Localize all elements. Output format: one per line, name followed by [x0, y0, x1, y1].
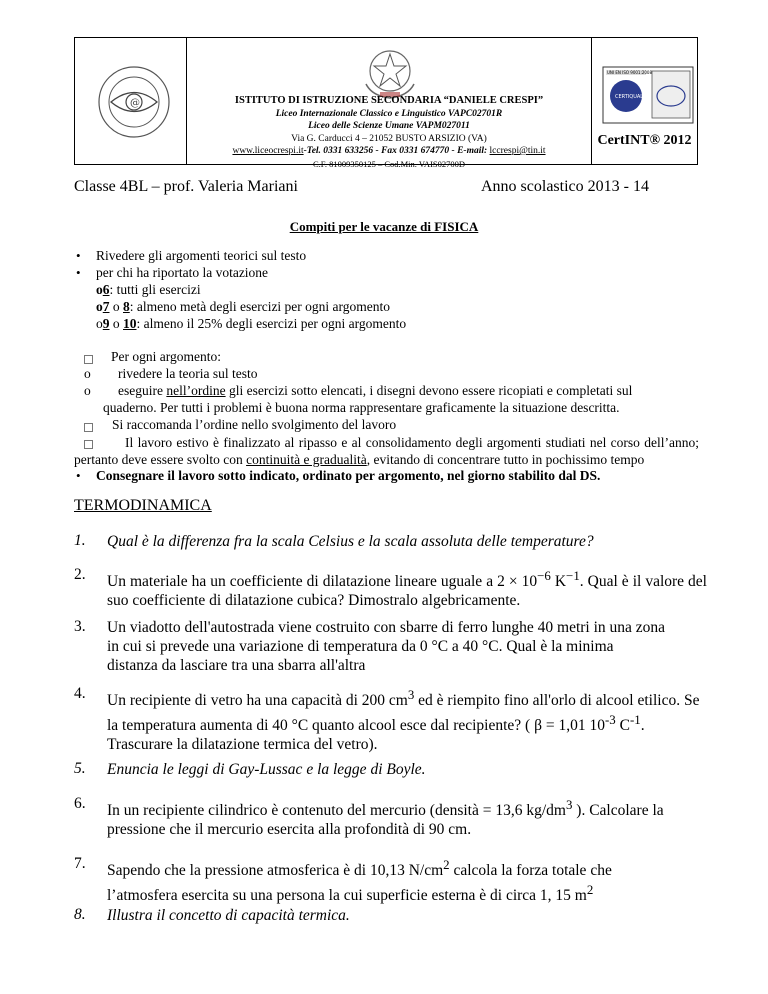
website-link[interactable]: www.liceocrespi.it — [232, 146, 304, 156]
cert-cell — [592, 38, 697, 164]
instruction-ordine: Si raccomanda l’ordine nello svolgimento del lavoro — [112, 417, 397, 432]
question-number: 6. — [74, 795, 86, 812]
school-year: Anno scolastico 2013 - 14 — [481, 178, 649, 195]
question-text: Un materiale ha un coefficiente di dilatazione lineare uguale a $2 \times 10^{-6}$ $K^{-1}$. Qual è il valore del suo coefficiente di dilatazione cubica? Dimostralo algebricamente. — [107, 568, 707, 610]
question-text: Enuncia le leggi di Gay-Lussac e la legge di Boyle. — [107, 761, 426, 778]
contacts-line: www.liceocrespi.it-Tel. 0331 633256 - Fax 0331 674770 - E-mail: lccrespi@tin.it — [232, 146, 546, 156]
svg-text:CERTIQUALITY: CERTIQUALITY — [615, 94, 651, 100]
email-link[interactable]: lccrespi@tin.it — [489, 146, 546, 156]
logo-cell — [75, 38, 187, 164]
instruction-consegnare: Consegnare il lavoro sotto indicato, ordinato per argomento, nel giorno stabilito dal DS. — [96, 468, 601, 483]
instruction-rivedere-teoria: rivedere la teoria sul testo — [118, 366, 258, 381]
question-text: In un recipiente cilindrico è contenuto del mercurio (densità = 13,6 $kg/dm^3$ ). Calcolare la pressione che il mercurio esercita alla profondità di 90 cm. — [107, 797, 664, 839]
instruction-per-argomento: Per ogni argomento: — [111, 349, 221, 364]
institute-name: ISTITUTO DI ISTRUZIONE SECONDARIA “DANIELE CRESPI” — [234, 95, 544, 106]
svg-text:UNI EN ISO 9001:2008: UNI EN ISO 9001:2008 — [607, 70, 653, 75]
instruction-lavoro-estivo: Il lavoro estivo è finalizzato al ripasso e al consolidamento degli argomenti studiati nel corso dell’anno; pertanto deve essere svolto con continuità e gradualità, evitando di concentrare tutto in pochissimo tempo — [74, 435, 699, 467]
cert-label: CertINT® 2012 — [597, 133, 692, 148]
question-number: 8. — [74, 906, 86, 923]
bullet-rivedere: Rivedere gli argomenti teorici sul testo — [96, 248, 307, 263]
liceo-classico-line: Liceo Internazionale Classico e Linguistico VAPC02701R — [275, 109, 503, 119]
question-number: 1. — [74, 532, 86, 549]
svg-text:@: @ — [130, 98, 140, 109]
marker-o: o — [84, 383, 91, 398]
bullet-dot: • — [76, 248, 81, 263]
question-number: 5. — [74, 760, 86, 777]
question-number: 3. — [74, 618, 86, 635]
liceo-scienze-line: Liceo delle Scienze Umane VAPM027011 — [308, 121, 470, 131]
sub-item-7-8: o7 o 8: almeno metà degli esercizi per ogni argomento — [96, 299, 391, 314]
certification-badges — [602, 66, 694, 124]
sub-item-6: o6: tutti gli esercizi — [96, 282, 201, 297]
address-line: Via G. Carducci 4 – 21052 BUSTO ARSIZIO (VA) — [291, 134, 487, 144]
marker-o: o — [84, 366, 91, 381]
question-number: 2. — [74, 566, 86, 583]
sub-item-9-10: o9 o 10: almeno il 25% degli esercizi per ogni argomento — [96, 316, 407, 331]
question-text: Un viadotto dell'autostrada viene costruito con sbarre di ferro lunghe 40 metri in una zona in cui si prevede una variazione di temperatura da 0 °C a 40 °C. Qual è la minima distanza da lasciare tra una sbarra all'altra — [107, 619, 666, 674]
question-text: Un recipiente di vetro ha una capacità di 200 $cm^3$ ed è riempito fino all'orlo di alcool etilico. Se la temperatura aumenta di 40 °C quanto alcool esce dal recipiente? ( β = 1,01 $10^{-3}$ $C^{-1}$. Trascurare la dilatazione termica del vetro). — [107, 687, 700, 754]
republic-emblem — [358, 44, 422, 102]
checkbox-square-icon — [84, 423, 93, 432]
institute-cell — [187, 38, 592, 169]
question-text: Illustra il concetto di capacità termica. — [107, 907, 350, 924]
question-number: 4. — [74, 685, 86, 702]
bullet-dot: • — [76, 468, 81, 483]
bullet-votazione: per chi ha riportato la votazione — [96, 265, 269, 280]
header-table — [74, 37, 698, 169]
school-logo — [97, 65, 171, 139]
instruction-quaderno: quaderno. Per tutti i problemi è buona norma rappresentare graficamente la situazione descritta. — [103, 400, 620, 415]
page-title: Compiti per le vacanze di FISICA — [289, 219, 479, 234]
section-heading: TERMODINAMICA — [74, 497, 212, 514]
codes-line: C.F. 81009350125 – Cod.Min. VAIS02700D — [312, 159, 466, 169]
bullet-dot: • — [76, 265, 81, 280]
question-text: Sapendo che la pressione atmosferica è di 10,13 $N/cm^2$ calcola la forza totale che l’atmosfera esercita su una persona la cui superficie esterna è di circa 1, 15 $m^2$ — [107, 857, 612, 905]
question-number: 7. — [74, 855, 86, 872]
instruction-eseguire: eseguire nell’ordine gli esercizi sotto elencati, i disegni devono essere ricopiati e completati sul — [118, 383, 633, 398]
class-teacher: Classe 4BL – prof. Valeria Mariani — [74, 178, 298, 195]
question-text: Qual è la differenza fra la scala Celsius e la scala assoluta delle temperature? — [107, 533, 594, 550]
checkbox-square-icon — [84, 355, 93, 364]
